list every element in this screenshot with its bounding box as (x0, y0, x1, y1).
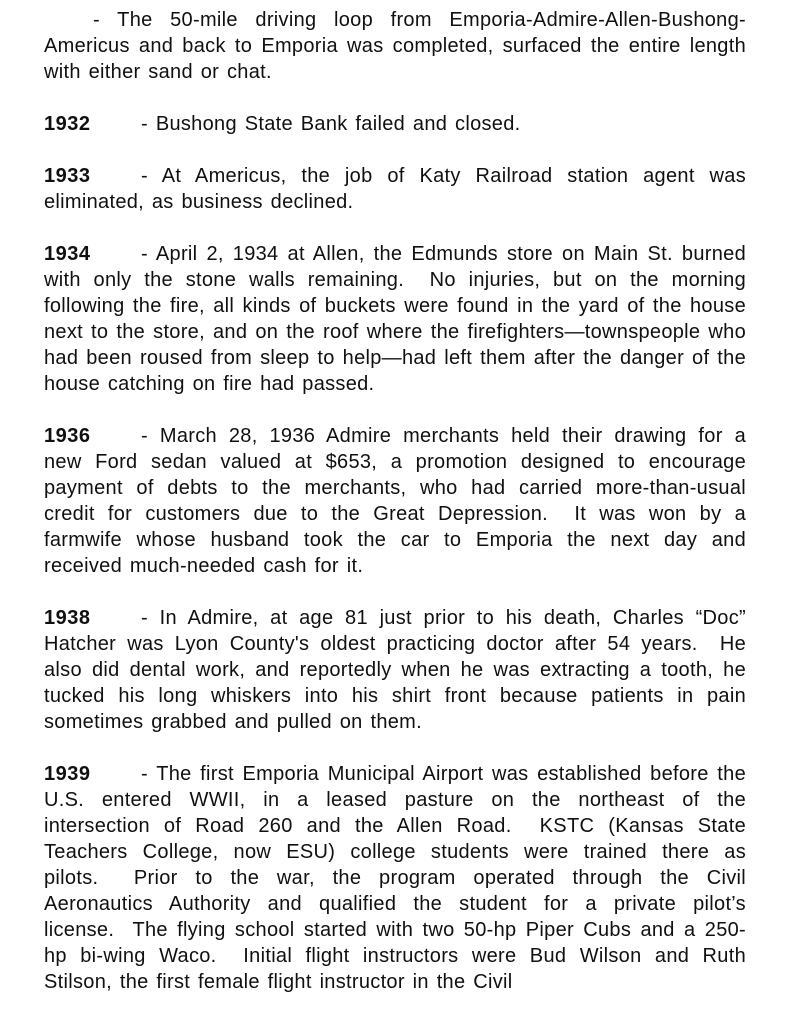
entry-text: - Bushong State Bank failed and closed. (141, 113, 521, 135)
entry-year: 1938 (44, 607, 91, 629)
entry-year: 1933 (44, 165, 91, 187)
entry-text: - March 28, 1936 Admire merchants held their drawing for a new Ford sedan valued at $653, a promotion designed to encourage payment of debts to the merchants, who had carried more-than-usual credit for customers due to the Great Depression. It was won by a farmwife whose husband took the car to Emporia the next day and received much-needed cash for it. (44, 425, 746, 577)
timeline-entry-1939 (44, 761, 746, 995)
timeline-entry-1938 (44, 605, 746, 735)
entry-text: - The first Emporia Municipal Airport was established before the U.S. entered WWII, in a leased pasture on the northeast of the intersection of Road 260 and the Allen Road. KSTC (Kansas State Teachers College, now ESU) college students were trained there as pilots. Prior to the war, the program operated through the Civil Aeronautics Authority and qualified the student for a private pilot’s license. The flying school started with two 50-hp Piper Cubs and a 250-hp bi-wing Waco. Initial flight instructors were Bud Wilson and Ruth Stilson, the first female flight instructor in the Civil (44, 763, 746, 993)
entry-year: 1934 (44, 243, 91, 265)
entry-text: - In Admire, at age 81 just prior to his death, Charles “Doc” Hatcher was Lyon County's oldest practicing doctor after 54 years. He also did dental work, and reportedly when he was extracting a tooth, he tucked his long whiskers into his shirt front because patients in pain sometimes grabbed and pulled on them. (44, 607, 746, 733)
entry-year: 1936 (44, 425, 91, 447)
entry-year: 1932 (44, 113, 91, 135)
timeline-entry-1933 (44, 163, 746, 215)
paragraph-continuation-text: - The 50-mile driving loop from Emporia-Admire-Allen-Bushong-Americus and back to Emporia was completed, surfaced the entire length with either sand or chat. (44, 9, 746, 83)
entry-text: - April 2, 1934 at Allen, the Edmunds store on Main St. burned with only the stone walls remaining. No injuries, but on the morning following the fire, all kinds of buckets were found in the yard of the house next to the store, and on the roof where the firefighters—townspeople who had been roused from sleep to help—had left them after the danger of the house catching on fire had passed. (44, 243, 746, 395)
paragraph-continuation (44, 7, 746, 85)
entry-text: - At Americus, the job of Katy Railroad station agent was eliminated, as business declined. (44, 165, 746, 213)
timeline-entry-1936 (44, 423, 746, 579)
timeline-entry-1932 (44, 111, 746, 137)
entry-year: 1939 (44, 763, 91, 785)
timeline-entry-1934 (44, 241, 746, 397)
